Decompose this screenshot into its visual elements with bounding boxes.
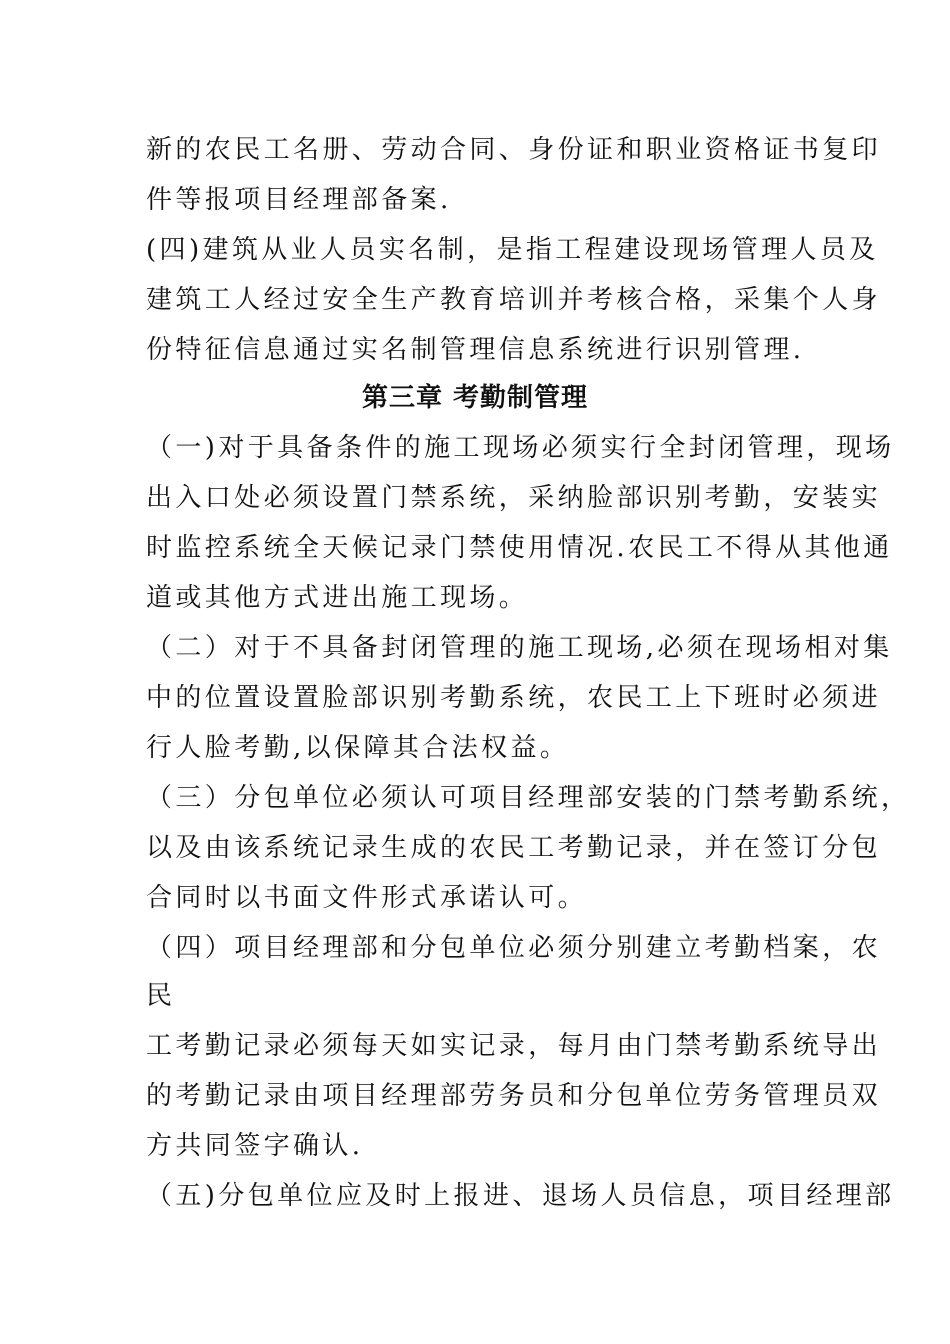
paragraph-line: 份特征信息通过实名制管理信息系统进行识别管理. bbox=[146, 335, 805, 365]
paragraph-line: 的考勤记录由项目经理部劳务员和分包单位劳务管理员双 bbox=[146, 1081, 882, 1111]
paragraph-line: 中的位置设置脸部识别考勤系统，农民工上下班时必须进 bbox=[146, 683, 882, 713]
paragraph-line: 方共同签字确认. bbox=[146, 1131, 364, 1161]
paragraph-line: 道或其他方式进出施工现场。 bbox=[146, 583, 529, 613]
paragraph-line: 工考勤记录必须每天如实记录，每月由门禁考勤系统导出 bbox=[146, 1031, 882, 1061]
paragraph-line: 行人脸考勤,以保障其合法权益。 bbox=[146, 733, 570, 763]
paragraph-line: （一)对于具备条件的施工现场必须实行全封闭管理，现场 bbox=[146, 433, 895, 463]
paragraph-line: （三）分包单位必须认可项目经理部安装的门禁考勤系统， bbox=[146, 783, 911, 813]
paragraph-line: 合同时以书面文件形式承诺认可。 bbox=[146, 883, 588, 913]
paragraph-line: 件等报项目经理部备案. bbox=[146, 185, 452, 215]
paragraph-line: (四)建筑从业人员实名制，是指工程建设现场管理人员及 bbox=[146, 235, 879, 265]
chapter-title: 第三章 考勤制管理 bbox=[361, 383, 589, 413]
paragraph-line: 新的农民工名册、劳动合同、身份证和职业资格证书复印 bbox=[146, 135, 882, 165]
paragraph-line: 以及由该系统记录生成的农民工考勤记录，并在签订分包 bbox=[146, 833, 882, 863]
paragraph-line: 民 bbox=[146, 981, 176, 1011]
paragraph-line: 建筑工人经过安全生产教育培训并考核合格，采集个人身 bbox=[146, 285, 882, 315]
paragraph-line: 出入口处必须设置门禁系统，采纳脸部识别考勤，安装实 bbox=[146, 483, 882, 513]
paragraph-line: 时监控系统全天候记录门禁使用情况.农民工不得从其他通 bbox=[146, 533, 893, 563]
paragraph-line: （二）对于不具备封闭管理的施工现场,必须在现场相对集 bbox=[146, 633, 893, 663]
paragraph-line: （五)分包单位应及时上报进、退场人员信息，项目经理部 bbox=[146, 1181, 895, 1211]
paragraph-line: （四）项目经理部和分包单位必须分别建立考勤档案，农 bbox=[146, 933, 882, 963]
